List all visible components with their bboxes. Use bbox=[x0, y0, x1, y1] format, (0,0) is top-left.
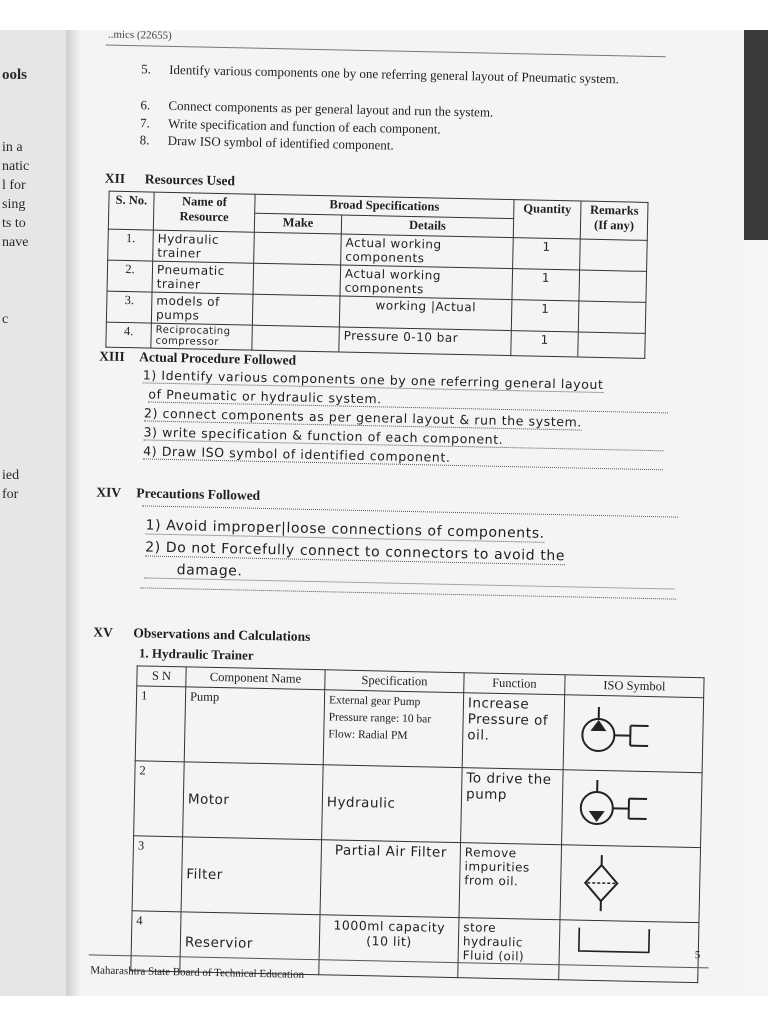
section-number: XIV bbox=[96, 484, 122, 500]
cell-iso bbox=[559, 920, 699, 983]
cell-details: Actual working components bbox=[341, 234, 514, 269]
step-number: 7. bbox=[139, 115, 150, 131]
cell-sn: 4 bbox=[131, 911, 181, 972]
procedure-line: of Pneumatic or hydraulic system. bbox=[148, 387, 668, 414]
cell-spec: 1000ml capacity (10 lit) bbox=[319, 915, 459, 978]
step-5 bbox=[141, 61, 661, 88]
cell-details: Pressure 0-10 bar bbox=[339, 327, 511, 356]
table-row bbox=[132, 836, 700, 923]
cell-make bbox=[254, 232, 342, 265]
spec-line: Flow: Radial PM bbox=[328, 728, 408, 743]
cell-name: Reciprocating compressor bbox=[151, 323, 253, 350]
cell-sn: 1 bbox=[135, 686, 186, 762]
col-remarks: Remarks (If any) bbox=[580, 201, 648, 240]
observations-heading bbox=[93, 624, 310, 645]
col-iso: ISO Symbol bbox=[565, 675, 704, 698]
left-page-line: l for bbox=[2, 178, 26, 193]
cell-remarks bbox=[580, 239, 648, 271]
cell-remarks bbox=[578, 301, 646, 333]
cell-remarks bbox=[579, 270, 647, 302]
cell-sno: 1. bbox=[108, 229, 154, 261]
cell-remarks bbox=[578, 332, 646, 358]
left-page bbox=[0, 30, 72, 996]
cell-name: Hydraulic trainer bbox=[153, 230, 255, 263]
cell-spec: Hydraulic bbox=[322, 765, 463, 843]
col-broad: Broad Specifications bbox=[255, 194, 514, 218]
cell-quantity: 1 bbox=[512, 269, 580, 301]
left-page-line: in a bbox=[2, 140, 23, 155]
cell-function: store hydraulic Fluid (oil) bbox=[458, 918, 560, 980]
step-text: Draw ISO symbol of identified component. bbox=[167, 132, 394, 153]
filter-symbol-icon bbox=[565, 847, 666, 919]
col-quantity: Quantity bbox=[513, 200, 581, 239]
procedure-line: 3) write specification & function of each component. bbox=[143, 424, 663, 451]
cell-make bbox=[253, 263, 341, 296]
cell-make bbox=[252, 325, 340, 352]
blank-line bbox=[140, 587, 676, 599]
col-spec: Specification bbox=[325, 670, 464, 693]
col-make: Make bbox=[254, 213, 341, 234]
left-page-line: nave bbox=[2, 235, 29, 250]
resources-table bbox=[105, 191, 648, 359]
running-header: ..mics (22655) bbox=[107, 28, 172, 42]
cell-name: Pneumatic trainer bbox=[152, 261, 254, 294]
col-component: Component Name bbox=[186, 667, 325, 690]
section-title: Actual Procedure Followed bbox=[139, 349, 297, 368]
cell-sno: 3. bbox=[106, 291, 152, 323]
right-page bbox=[80, 30, 744, 996]
procedure-heading bbox=[99, 348, 296, 368]
section-title: Precautions Followed bbox=[136, 485, 261, 503]
section-number: XV bbox=[93, 624, 114, 640]
table-row bbox=[134, 761, 702, 848]
section-number: XIII bbox=[99, 348, 125, 365]
cell-spec: Partial Air Filter bbox=[320, 840, 461, 918]
observations-subtitle: 1. Hydraulic Trainer bbox=[138, 645, 254, 663]
bottom-edge bbox=[0, 996, 768, 1024]
top-edge bbox=[0, 0, 768, 30]
col-sn: S N bbox=[137, 666, 186, 687]
section-number: XII bbox=[104, 170, 126, 186]
page-edge bbox=[744, 240, 768, 1000]
cell-component: Motor bbox=[183, 762, 324, 840]
precaution-line: damage. bbox=[145, 561, 675, 589]
col-function: Function bbox=[464, 673, 565, 695]
observations-table bbox=[130, 665, 704, 983]
page-content bbox=[60, 30, 744, 1010]
cell-name: models of pumps bbox=[151, 292, 253, 325]
cell-component: Pump bbox=[184, 687, 325, 765]
col-name: Name of Resource bbox=[153, 192, 255, 232]
left-page-line: for bbox=[2, 487, 19, 502]
section-title: Observations and Calculations bbox=[133, 625, 311, 644]
spec-line: External gear Pump bbox=[328, 694, 421, 709]
precautions-heading bbox=[96, 484, 260, 503]
cell-quantity: 1 bbox=[511, 300, 579, 332]
precaution-line: 1) Avoid improper|loose connections of components. bbox=[145, 517, 545, 542]
cell-quantity: 1 bbox=[513, 238, 581, 270]
cell-make bbox=[252, 294, 340, 327]
left-page-line: ied bbox=[2, 468, 20, 483]
cell-iso bbox=[563, 695, 704, 773]
cell-component: Reservior bbox=[180, 912, 320, 975]
left-page-line: ools bbox=[2, 67, 28, 83]
procedure-line: 4) Draw ISO symbol of identified component. bbox=[143, 443, 663, 470]
cell-sno: 2. bbox=[107, 260, 153, 292]
resources-heading bbox=[105, 171, 235, 190]
blank-line bbox=[142, 505, 678, 517]
page-number: 5 bbox=[694, 949, 701, 962]
pump-symbol-icon bbox=[568, 697, 669, 769]
precaution-line: 2) Do not Forcefully connect to connectors to avoid the bbox=[145, 539, 566, 565]
left-page-line: c bbox=[2, 312, 9, 327]
footer-text: Maharashtra State Board of Technical Education bbox=[90, 964, 305, 981]
cell-details: Actual working components bbox=[340, 265, 513, 300]
cell-iso bbox=[560, 845, 701, 923]
step-text: Write specification and function of each component. bbox=[167, 115, 441, 137]
cell-sn: 3 bbox=[132, 836, 183, 912]
procedure-line: 2) connect components as per general layout & run the system. bbox=[143, 405, 583, 430]
step-text: Connect components as per general layout and run the system. bbox=[168, 97, 494, 120]
step-number: 8. bbox=[139, 132, 150, 148]
left-page-line: sing bbox=[2, 197, 26, 212]
col-sno: S. No. bbox=[108, 191, 154, 230]
left-page-line: natic bbox=[2, 159, 30, 174]
step-number: 6. bbox=[140, 97, 151, 113]
cell-function: Increase Pressure of oil. bbox=[462, 693, 565, 770]
cell-sno: 4. bbox=[106, 322, 152, 348]
cell-function: Remove impurities from oil. bbox=[459, 843, 562, 920]
cell-quantity: 1 bbox=[511, 331, 579, 357]
cell-component: Filter bbox=[181, 837, 322, 915]
cell-sn: 2 bbox=[134, 761, 185, 837]
step-number: 5. bbox=[141, 61, 152, 77]
cell-function: To drive the pump bbox=[461, 768, 564, 845]
col-details: Details bbox=[341, 215, 513, 238]
procedure-line: 1) Identify various components one by one referring general layout bbox=[142, 367, 604, 393]
motor-symbol-icon bbox=[566, 772, 667, 844]
cell-iso bbox=[562, 770, 703, 848]
left-page-line: ts to bbox=[2, 216, 26, 231]
spec-line: Pressure range: 10 bar bbox=[328, 711, 432, 726]
header-rule bbox=[106, 45, 666, 58]
section-title: Resources Used bbox=[144, 171, 236, 189]
table-row bbox=[135, 686, 703, 773]
step-text: Identify various components one by one referring general layout of Pneumatic system. bbox=[169, 61, 620, 87]
cell-spec bbox=[323, 690, 464, 768]
cell-details: working |Actual bbox=[339, 296, 512, 331]
